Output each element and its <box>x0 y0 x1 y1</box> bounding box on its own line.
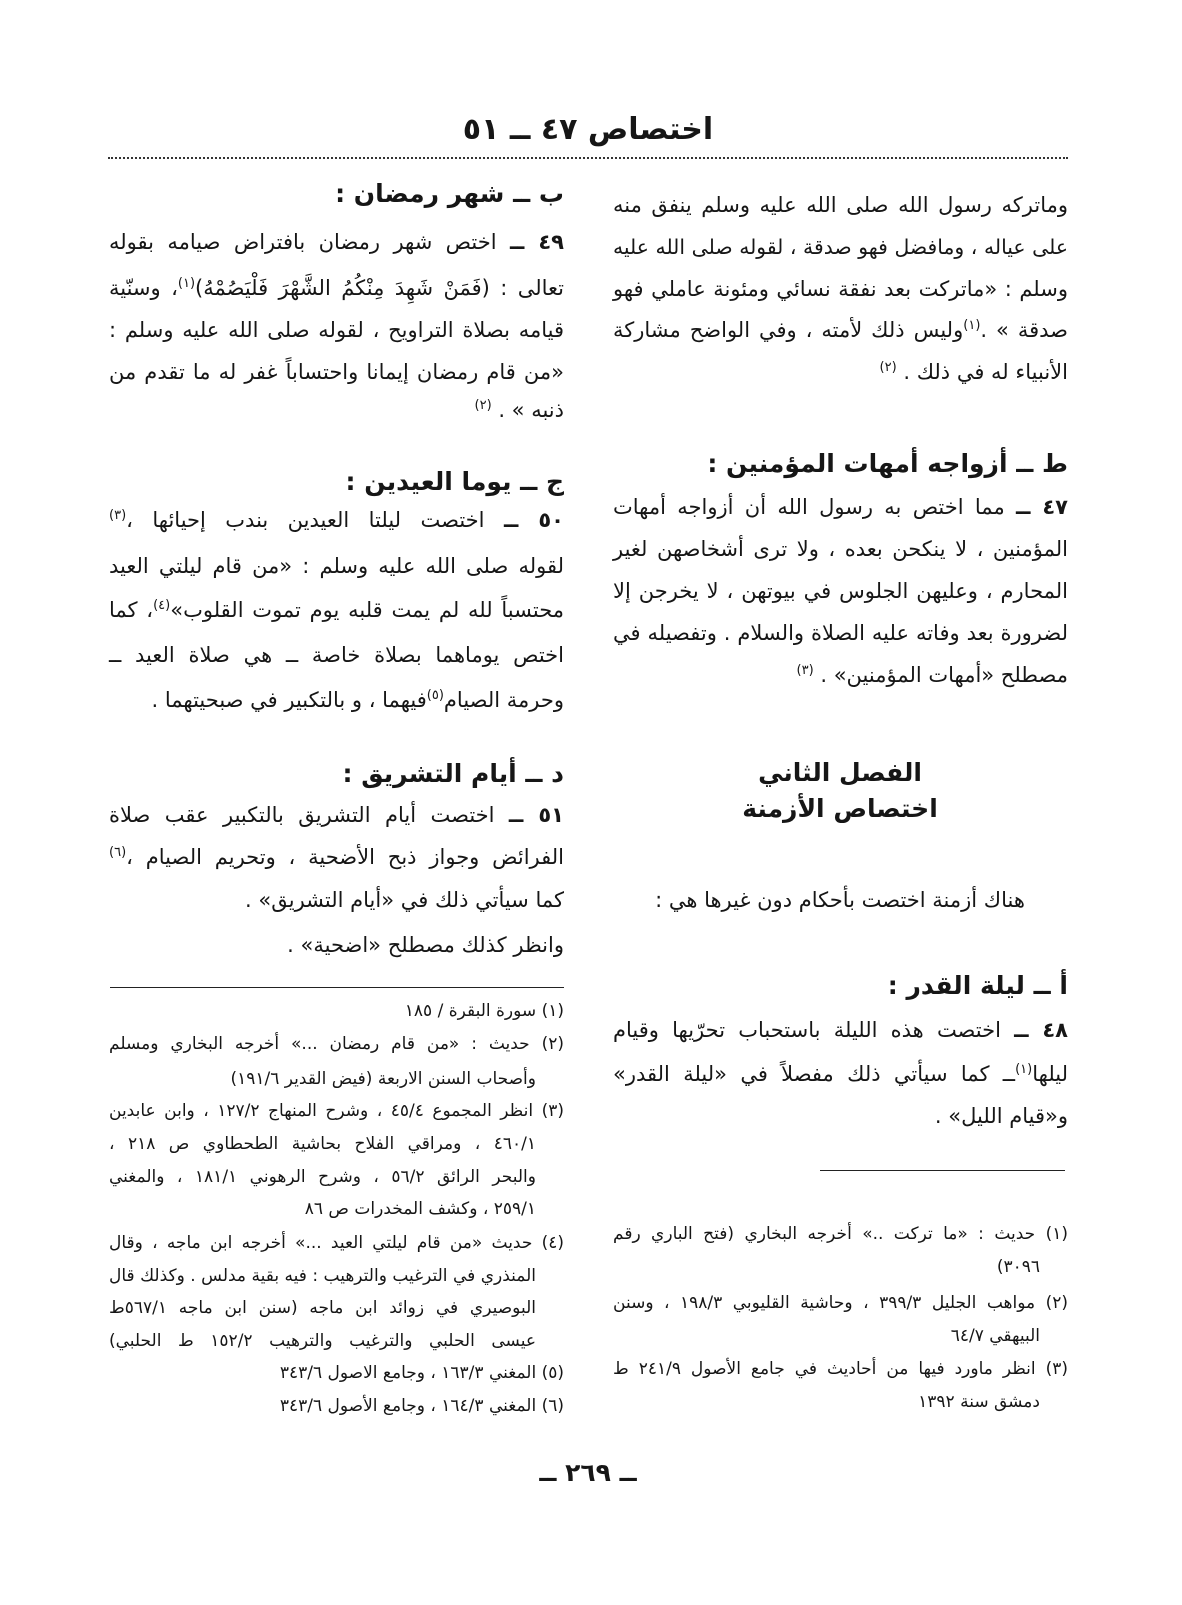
line-text <box>109 224 564 260</box>
line-text <box>613 1012 1068 1048</box>
paragraph-line <box>612 229 1068 265</box>
footnote-line <box>108 1229 564 1257</box>
line-segment: ذنبه » . <box>498 398 564 422</box>
left-column <box>108 0 564 1605</box>
paragraph-number: ٥١ ــ <box>508 803 564 827</box>
footnote-separator <box>110 987 564 988</box>
paragraph-line <box>108 592 564 628</box>
line-text: والبحر الرائق ٥٦/٢ ، وشرح الرهوني ١٨١/١ ، والمغني <box>109 1167 536 1187</box>
line-text: كما سيأتي ذلك في «أيام التشريق» . <box>245 888 564 912</box>
line-text: (٢) حديث : «من قام رمضان ...» أخرجه البخاري ومسلم <box>109 1034 564 1054</box>
right-column <box>612 0 1068 1605</box>
line-text <box>613 489 1068 525</box>
chapter-subtitle <box>612 789 1068 829</box>
footnote-line <box>108 1327 536 1355</box>
line-segment: الأنبياء له في ذلك . <box>903 360 1068 384</box>
heading-text: اختصاص الأزمنة <box>742 794 938 823</box>
line-segment: ليلها <box>1032 1062 1068 1086</box>
chapter-title <box>612 753 1068 793</box>
section-heading-wives <box>612 444 1068 484</box>
paragraph-line <box>108 682 564 718</box>
line-text <box>109 592 564 628</box>
paragraph-number: ٥٠ ــ <box>503 508 564 532</box>
line-text: وماتركه رسول الله صلى الله عليه وسلم ينفق منه <box>613 193 1068 217</box>
footnote-marker: (٦) <box>109 845 127 861</box>
line-segment: وليس ذلك لأمته ، وفي الواضح مشاركة <box>612 318 964 342</box>
line-segment: اختصت هذه الليلة باستحباب تحرّيها وقيام <box>613 1018 1001 1042</box>
paragraph-line <box>612 1012 1068 1048</box>
footnote-marker: (٣) <box>109 508 127 524</box>
line-text: «من قام رمضان إيمانا واحتساباً غفر له ما تقدم من <box>109 360 564 384</box>
line-text: وانظر كذلك مصطلح «اضحية» . <box>287 933 564 957</box>
paragraph-line <box>108 548 564 584</box>
paragraph-line <box>612 312 1068 348</box>
line-text: ٤٦٠/١ ، ومراقي الفلاح بحاشية الطحطاوي ص ٢١٨ ، <box>108 1134 536 1154</box>
line-text: (١) حديث : «ما تركت ..» أخرجه البخاري (فتح الباري رقم <box>613 1224 1068 1244</box>
footnote-marker: (١) <box>177 276 196 292</box>
paragraph-line <box>612 657 1068 693</box>
footnote-separator <box>820 1170 1065 1171</box>
line-text <box>152 682 564 718</box>
chapter-intro <box>612 882 1068 918</box>
footnote-line <box>108 1294 536 1322</box>
line-text <box>109 839 564 875</box>
line-text: لضرورة بعد وفاته عليه الصلاة والسلام . وتفصيله في <box>613 621 1068 645</box>
line-text: ٢٥٩/١ ، وكشف المخدرات ص ٨٦ <box>304 1199 536 1219</box>
footnote-line <box>612 1253 1040 1281</box>
line-text: قيامه بصلاة التراويح ، لقوله صلى الله عليه وسلم : <box>109 318 564 342</box>
section-heading-tashriq <box>108 754 564 794</box>
line-text <box>109 270 564 306</box>
line-text: دمشق سنة ١٣٩٢ <box>918 1392 1040 1412</box>
line-text <box>797 657 1069 693</box>
heading-text: ج ــ يوما العيدين : <box>345 467 564 496</box>
line-text: هناك أزمنة اختصت بأحكام دون غيرها هي : <box>655 888 1025 912</box>
line-text: (٣) انظر ماورد فيها من أحاديث في جامع الأصول ٢٤١/٩ ط <box>613 1359 1068 1379</box>
section-heading-qadr <box>612 966 1068 1006</box>
heading-text: الفصل الثاني <box>758 758 922 787</box>
line-segment: اختصت أيام التشريق بالتكبير عقب صلاة <box>109 803 495 827</box>
footnote-line <box>108 1097 564 1125</box>
line-text: (٤) حديث «من قام ليلتي العيد ...» أخرجه ابن ماجه ، وقال <box>109 1233 564 1253</box>
footnote-line <box>108 1392 564 1420</box>
line-text: (١) سورة البقرة / ١٨٥ <box>404 1001 564 1021</box>
paragraph-line <box>612 615 1068 651</box>
heading-text: أ ــ ليلة القدر : <box>887 971 1068 1000</box>
paragraph-number: ٤٧ ــ <box>1016 495 1068 519</box>
line-text: (٣) انظر المجموع ٤٥/٤ ، وشرح المنهاج ١٢٧/٢ ، وابن عابدين <box>109 1101 564 1121</box>
footnote-line <box>108 1262 536 1290</box>
line-text: اختص يوماهما بصلاة خاصة ــ هي صلاة العيد ــ <box>109 643 564 667</box>
paragraph-line <box>612 531 1068 567</box>
line-segment: تعالى : (فَمَنْ شَهِدَ مِنْكُمُ الشَّهْرَ فَلْيَصُمْهُ) <box>195 276 564 300</box>
heading-text: د ــ أيام التشريق : <box>342 759 564 788</box>
footnote-marker: (١) <box>1015 1062 1033 1078</box>
line-text: لقوله صلى الله عليه وسلم : «من قام ليلتي العيد <box>109 554 564 578</box>
heading-text: ب ــ شهر رمضان : <box>335 179 564 208</box>
line-segment: محتسباً لله لم يمت قلبه يوم تموت القلوب» <box>170 598 564 622</box>
line-text <box>109 502 564 538</box>
line-text <box>880 354 1068 390</box>
line-text: (٢) مواهب الجليل ٣٩٩/٣ ، وحاشية القليوبي ١٩٨/٣ ، وسنن <box>613 1293 1068 1313</box>
line-text: (٦) المغني ١٦٤/٣ ، وجامع الأصول ٣٤٣/٦ <box>279 1396 564 1416</box>
paragraph-line <box>612 489 1068 525</box>
paragraph-line <box>108 312 564 348</box>
footnote-line <box>612 1388 1040 1416</box>
line-segment: مصطلح «أمهات المؤمنين» . <box>820 663 1068 687</box>
line-text: وسلم : «ماتركت بعد نفقة نسائي ومئونة عاملي فهو <box>613 277 1068 301</box>
footnote-marker: (٣) <box>796 663 814 679</box>
line-segment: ، كما <box>109 598 154 622</box>
paragraph-line <box>108 270 564 306</box>
paragraph-line <box>108 354 564 390</box>
footnote-line <box>612 1220 1068 1248</box>
footnote-marker: (٢) <box>474 398 492 414</box>
paragraph-line <box>612 271 1068 307</box>
line-text: وأصحاب السنن الاربعة (فيض القدير ١٩١/٦) <box>230 1069 536 1089</box>
line-segment: الفرائض وجواز ذبح الأضحية ، وتحريم الصيام ، <box>126 845 564 869</box>
line-text: ٣٠٩٦) <box>996 1257 1040 1277</box>
paragraph-line <box>612 354 1068 390</box>
line-text: على عياله ، ومافضل فهو صدقة ، لقوله صلى الله عليه <box>613 235 1068 259</box>
section-heading-ramadan <box>108 174 564 214</box>
paragraph-line <box>612 1056 1068 1092</box>
footnote-line <box>108 1065 536 1093</box>
line-text: المنذري في الترغيب والترهيب : فيه بقية مدلس . وكذلك قال <box>109 1266 536 1286</box>
line-text: البوصيري في زوائد ابن ماجه (سنن ابن ماجه ٥٦٧/١ط <box>109 1298 536 1318</box>
line-text <box>613 1056 1068 1092</box>
footnote-line <box>612 1355 1068 1383</box>
paragraph-line <box>108 224 564 260</box>
paragraph-line <box>612 573 1068 609</box>
line-segment: وحرمة الصيام <box>443 688 564 712</box>
paragraph-line <box>108 502 564 538</box>
footnote-marker: (٢) <box>879 360 897 376</box>
line-text: المؤمنين ، لا ينكحن بعده ، ولا ترى أشخاصهن لغير <box>613 537 1068 561</box>
line-text: البيهقي ٦٤/٧ <box>950 1326 1040 1346</box>
footnote-line <box>108 1195 536 1223</box>
line-text: المحارم ، وعليهن الجلوس في بيوتهن ، لا يخرجن إلا <box>613 579 1068 603</box>
line-segment: ــ كما سيأتي ذلك مفصلاً في «ليلة القدر» <box>613 1062 1016 1086</box>
line-text <box>474 392 564 428</box>
paragraph-line <box>108 882 564 918</box>
footnote-marker: (٥) <box>426 688 444 704</box>
paragraph-line <box>108 927 564 963</box>
paragraph-line <box>612 1098 1068 1134</box>
line-segment: اختص شهر رمضان بافتراض صيامه بقوله <box>109 230 497 254</box>
footnote-line <box>108 1163 536 1191</box>
footnote-line <box>612 1322 1040 1350</box>
line-segment: اختصت ليلتا العيدين بندب إحيائها ، <box>126 508 485 532</box>
footnote-marker: (٤) <box>153 598 171 614</box>
running-header-title: اختصاص ٤٧ ــ ٥١ <box>462 112 714 147</box>
paragraph-line <box>612 187 1068 223</box>
paragraph-line <box>108 392 564 428</box>
page-number: ــ ٢٦٩ ــ <box>539 1458 637 1487</box>
line-segment: فيهما ، و بالتكبير في صبحيتهما . <box>151 688 427 712</box>
line-text <box>613 312 1068 348</box>
paragraph-line <box>108 797 564 833</box>
line-text <box>109 797 564 833</box>
section-heading-eid <box>108 462 564 502</box>
footnote-line <box>108 1030 564 1058</box>
line-segment: مما اختص به رسول الله أن أزواجه أمهات <box>613 495 1005 519</box>
paragraph-number: ٤٨ ــ <box>1014 1018 1068 1042</box>
footnote-line <box>108 1359 564 1387</box>
paragraph-number: ٤٩ ــ <box>509 230 564 254</box>
footnote-marker: (١) <box>963 318 981 334</box>
paragraph-line <box>108 839 564 875</box>
footnote-line <box>108 997 564 1025</box>
footnote-line <box>612 1289 1068 1317</box>
heading-text: ط ــ أزواجه أمهات المؤمنين : <box>707 449 1068 478</box>
line-segment: صدقة » . <box>980 318 1068 342</box>
footnote-line <box>108 1130 536 1158</box>
line-text: و«قيام الليل» . <box>934 1104 1068 1128</box>
line-text: (٥) المغني ١٦٣/٣ ، وجامع الاصول ٣٤٣/٦ <box>279 1363 564 1383</box>
line-segment: ، وسنّية <box>109 276 178 300</box>
paragraph-line <box>108 637 564 673</box>
line-text: عيسى الحلبي والترغيب والترهيب ١٥٢/٢ ط الحلبي) <box>109 1331 536 1351</box>
